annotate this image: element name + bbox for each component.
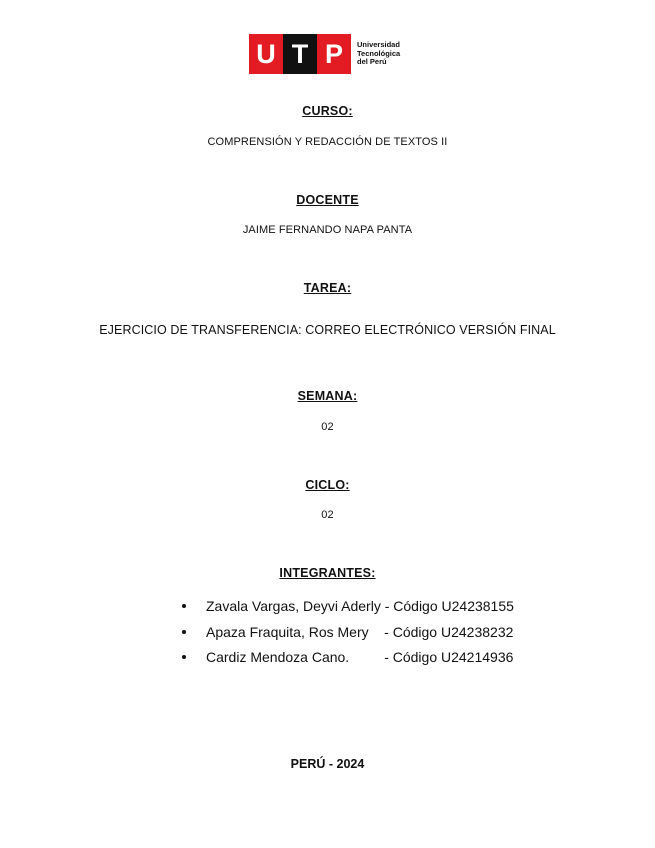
bullet-icon [182, 630, 186, 634]
bullet-icon [182, 604, 186, 608]
logo-line-1: Universidad [357, 40, 400, 50]
list-item [176, 648, 514, 674]
curso-heading: CURSO: [302, 104, 353, 118]
tarea-value: EJERCICIO DE TRANSFERENCIA: CORREO ELECTRÓNICO VERSIÓN FINAL [99, 323, 556, 337]
logo-letter-t: T [283, 34, 317, 74]
member-name: Apaza Fraquita, Ros Mery - Código U24238232 [206, 623, 514, 640]
list-item [176, 597, 514, 623]
bullet-icon [182, 655, 186, 659]
ciclo-heading: CICLO: [305, 478, 350, 492]
footer-text: PERÚ - 2024 [290, 757, 365, 771]
docente-value: JAIME FERNANDO NAPA PANTA [242, 224, 413, 236]
members-list [176, 597, 514, 674]
member-name: Zavala Vargas, Deyvi Aderly - Código U24238155 [206, 598, 514, 614]
tarea-heading: TAREA: [303, 281, 352, 295]
utp-logo [249, 34, 400, 74]
semana-heading: SEMANA: [297, 389, 358, 403]
curso-value: COMPRENSIÓN Y REDACCIÓN DE TEXTOS II [207, 136, 448, 148]
ciclo-value: 02 [321, 509, 334, 521]
logo-letter-u: U [249, 34, 283, 74]
docente-heading: DOCENTE [296, 193, 359, 207]
list-item [176, 623, 514, 649]
semana-value: 02 [321, 421, 334, 433]
logo-line-3: del Perú [357, 57, 387, 67]
integrantes-heading: INTEGRANTES: [279, 566, 376, 580]
logo-letter-p: P [317, 34, 351, 74]
logo-line-2: Tecnológica [357, 48, 401, 58]
logo-text [357, 41, 400, 66]
member-name: Cardiz Mendoza Cano. - Código U24214936 [206, 649, 514, 665]
